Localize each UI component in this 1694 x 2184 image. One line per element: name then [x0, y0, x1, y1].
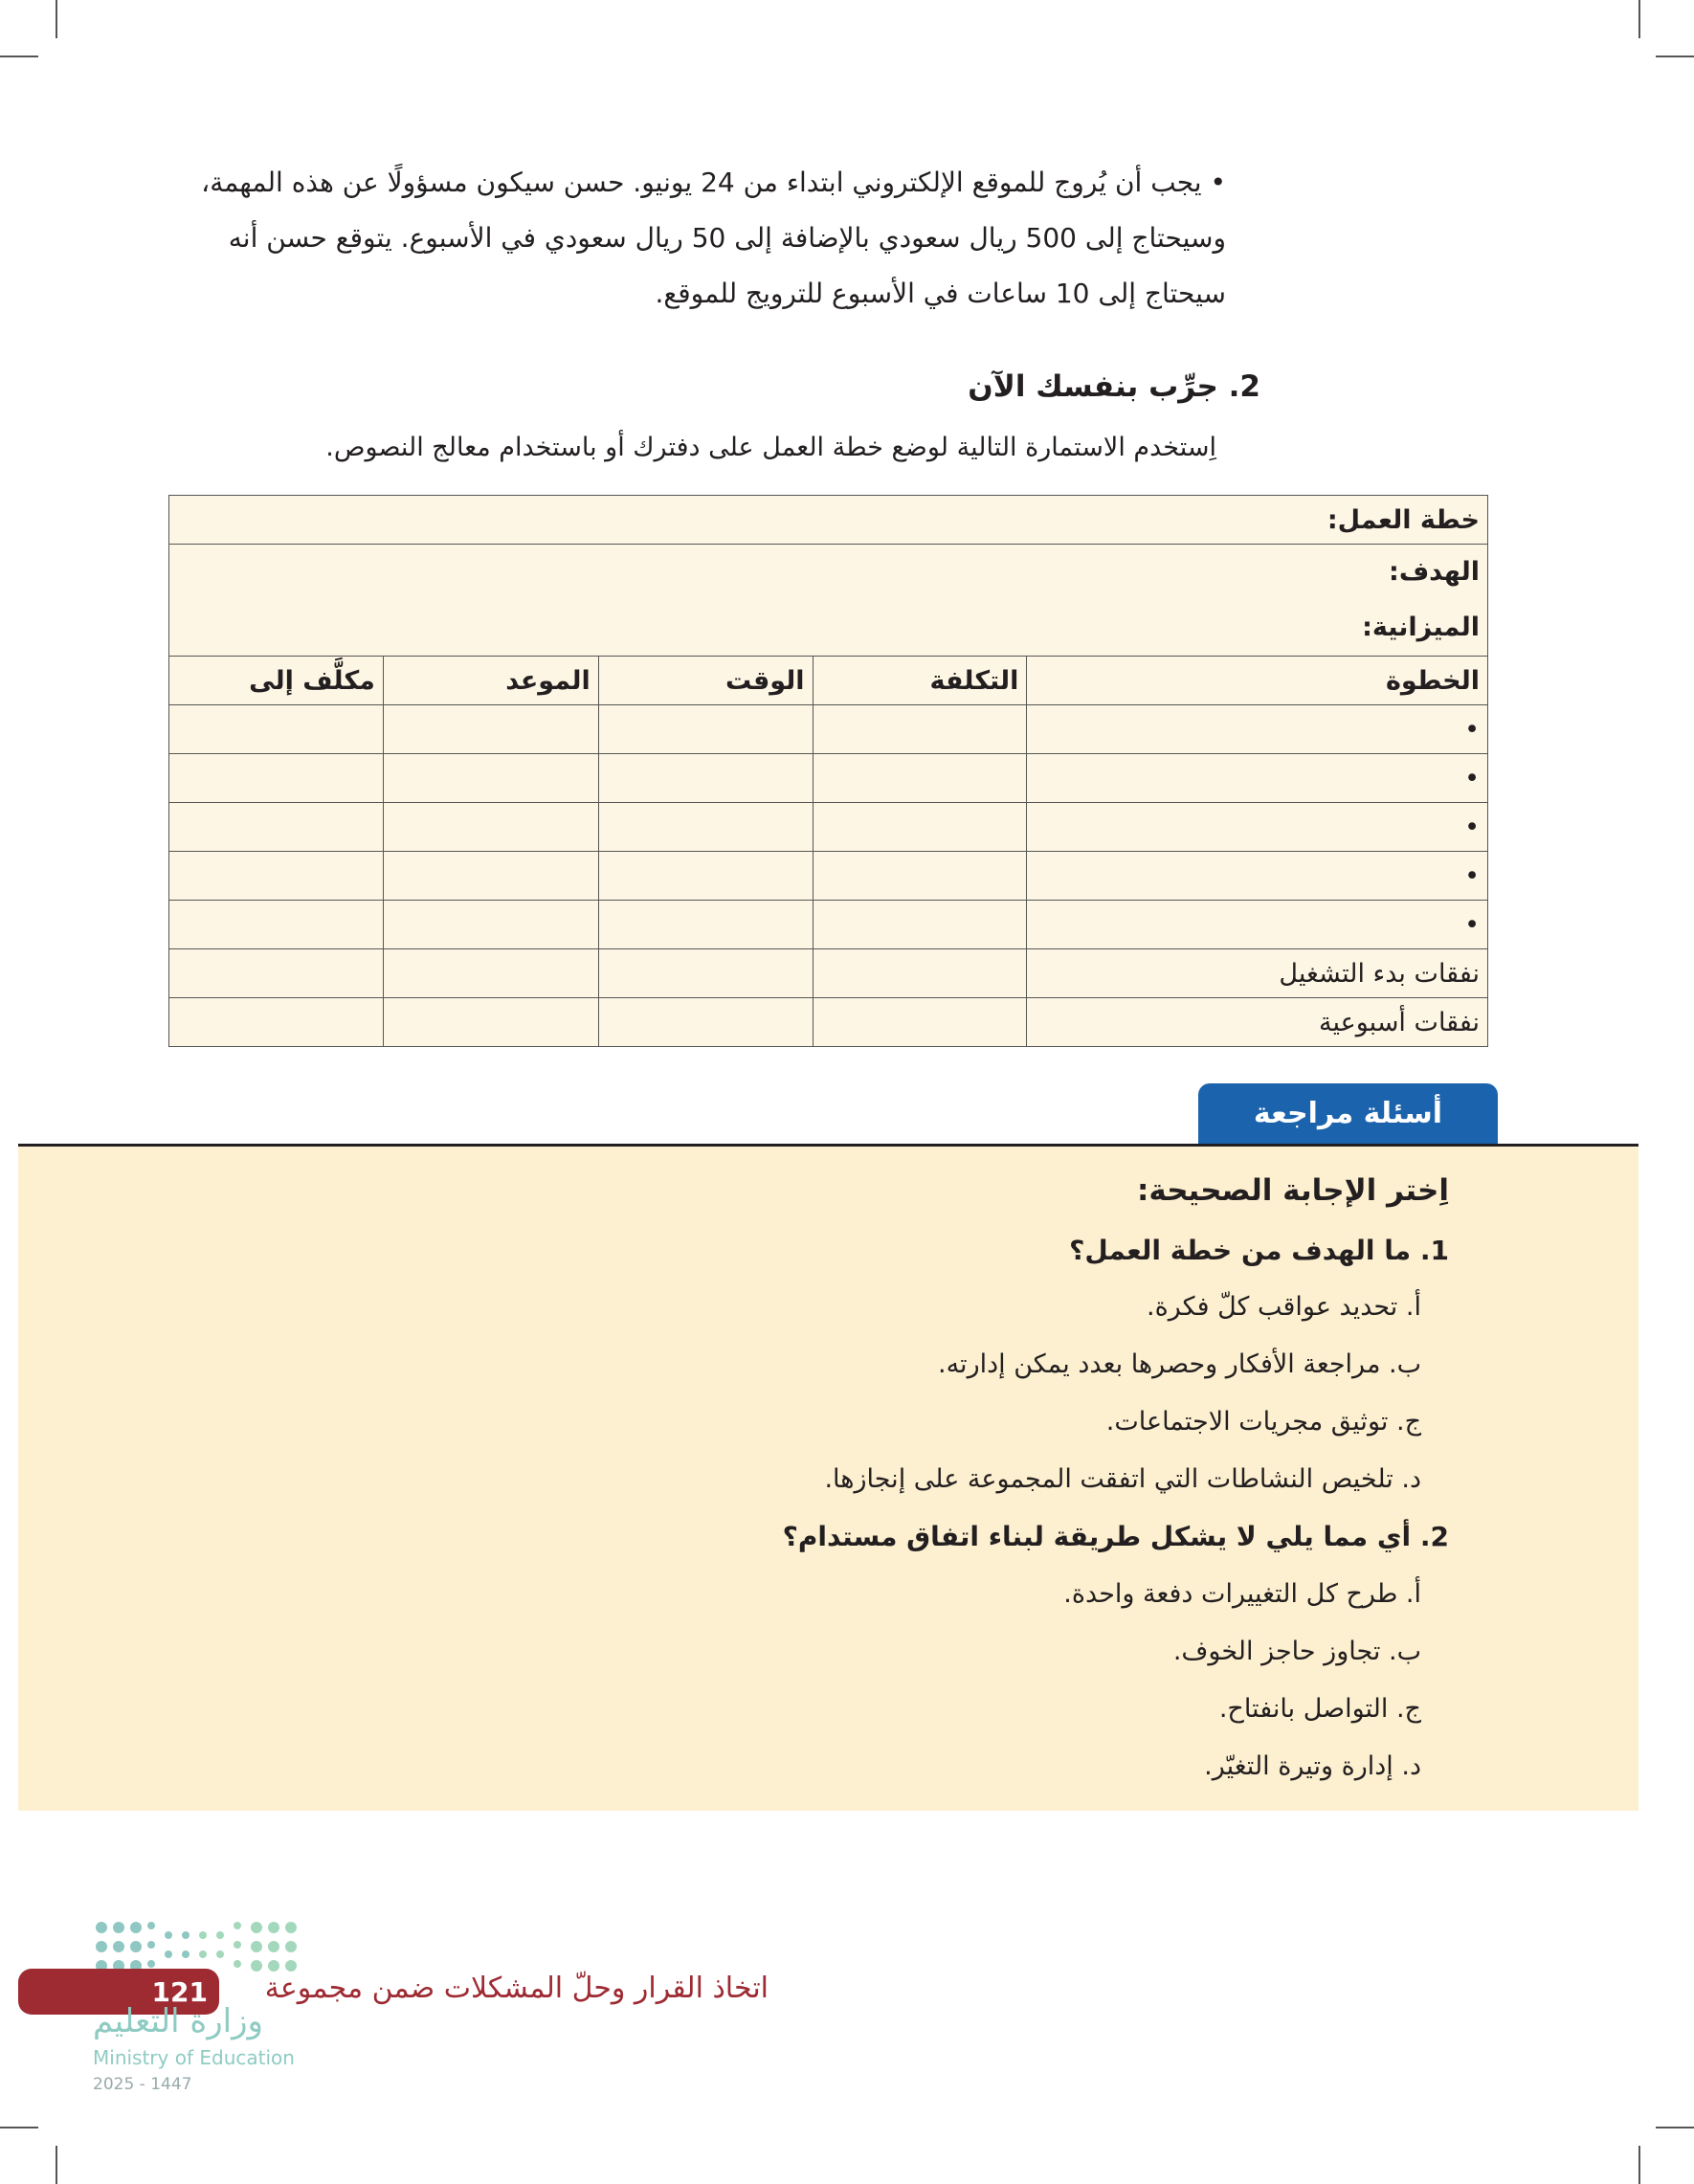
table-row — [169, 901, 1488, 949]
empty-cell — [169, 803, 384, 852]
empty-cell — [598, 949, 813, 998]
table-row — [169, 705, 1488, 754]
logo-dot — [165, 1931, 172, 1939]
empty-cell — [598, 754, 813, 803]
empty-cell — [169, 901, 384, 949]
chapter-title: اتخاذ القرار وحلّ المشكلات ضمن مجموعة — [264, 1972, 769, 2005]
logo-dot — [285, 1960, 297, 1972]
logo-dot — [96, 1922, 107, 1933]
col-time: الوقت — [598, 657, 813, 705]
empty-cell — [169, 754, 384, 803]
empty-cell — [383, 949, 598, 998]
q1-option-c: ج. توثيق مجريات الاجتماعات. — [1105, 1407, 1421, 1437]
crop-mark — [0, 56, 38, 57]
step-cell: • — [1027, 901, 1488, 949]
empty-cell — [169, 998, 384, 1047]
q2-option-b: ب. تجاوز حاجز الخوف. — [1172, 1637, 1421, 1666]
logo-dot — [130, 1922, 142, 1933]
logo-dot — [268, 1960, 279, 1972]
logo-dot — [113, 1922, 124, 1933]
logo-dot — [268, 1922, 279, 1933]
empty-cell — [598, 998, 813, 1047]
question-1: 1. ما الهدف من خطة العمل؟ — [1069, 1235, 1449, 1266]
logo-dot — [199, 1950, 207, 1958]
logo-dot — [147, 1922, 155, 1929]
step-cell: • — [1027, 852, 1488, 901]
empty-cell — [169, 705, 384, 754]
table-row — [169, 803, 1488, 852]
logo-dot — [182, 1950, 189, 1958]
logo-dot — [234, 1941, 241, 1949]
table-row — [169, 754, 1488, 803]
logo-dot — [234, 1960, 241, 1968]
logo-dot — [199, 1931, 207, 1939]
col-cost: التكلفة — [813, 657, 1027, 705]
logo-dot — [130, 1941, 142, 1952]
plan-label: خطة العمل: — [169, 496, 1488, 545]
step-cell: • — [1027, 754, 1488, 803]
empty-cell — [598, 803, 813, 852]
review-heading: اِختر الإجابة الصحيحة: — [1137, 1173, 1449, 1208]
col-date: الموعد — [383, 657, 598, 705]
crop-mark — [1656, 56, 1694, 57]
empty-cell — [383, 705, 598, 754]
crop-mark — [56, 0, 57, 38]
empty-cell — [813, 998, 1027, 1047]
logo-dot — [147, 1941, 155, 1949]
step-cell: • — [1027, 705, 1488, 754]
crop-mark — [1656, 2127, 1694, 2128]
logo-dot — [251, 1922, 262, 1933]
logo-dot — [96, 1941, 107, 1952]
empty-cell — [813, 949, 1027, 998]
q2-option-d: د. إدارة وتيرة التغيّر. — [1204, 1751, 1421, 1781]
logo-dot — [216, 1950, 224, 1958]
logo-dot — [113, 1941, 124, 1952]
col-step: الخطوة — [1027, 657, 1488, 705]
logo-english: Ministry of Education — [93, 2046, 295, 2069]
q1-option-b: ب. مراجعة الأفكار وحصرها بعدد يمكن إدارته. — [938, 1349, 1421, 1379]
q2-option-c: ج. التواصل بانفتاح. — [1218, 1694, 1421, 1724]
table-row — [169, 852, 1488, 901]
page-number: 121 — [18, 1969, 219, 2015]
step-cell: • — [1027, 803, 1488, 852]
header-row — [169, 657, 1488, 705]
empty-cell — [383, 852, 598, 901]
crop-mark — [1638, 2146, 1640, 2184]
q1-option-a: أ. تحديد عواقب كلّ فكرة. — [1147, 1292, 1421, 1322]
crop-mark — [0, 2127, 38, 2128]
empty-cell — [813, 754, 1027, 803]
logo-dot — [285, 1941, 297, 1952]
step-cell: نفقات بدء التشغيل — [1027, 949, 1488, 998]
empty-cell — [383, 803, 598, 852]
empty-cell — [598, 705, 813, 754]
empty-cell — [813, 705, 1027, 754]
instruction-text: اِستخدم الاستمارة التالية لوضع خطة العمل على دفترك أو باستخدام معالج النصوص. — [325, 433, 1216, 462]
crop-mark — [56, 2146, 57, 2184]
question-2: 2. أي مما يلي لا يشكل طريقة لبناء اتفاق مستدام؟ — [782, 1521, 1449, 1552]
logo-dot — [251, 1941, 262, 1952]
empty-cell — [383, 754, 598, 803]
empty-cell — [598, 852, 813, 901]
logo-dot — [268, 1941, 279, 1952]
logo-year: 2025 - 1447 — [93, 2075, 192, 2094]
col-assigned: مكلَّف إلى — [169, 657, 384, 705]
empty-cell — [813, 803, 1027, 852]
goal-budget-cell — [169, 545, 1488, 657]
budget-label: الميزانية: — [1362, 613, 1480, 642]
logo-dot — [216, 1931, 224, 1939]
section-title: 2. جرِّب بنفسك الآن — [968, 369, 1260, 404]
logo-dot — [165, 1950, 172, 1958]
empty-cell — [598, 901, 813, 949]
goal-label: الهدف: — [1389, 557, 1480, 587]
intro-paragraph: • يجب أن يُروج للموقع الإلكتروني ابتداء من 24 يونيو. حسن سيكون مسؤولًا عن هذه المهمة، وسيحتاج إلى 500 ريال سعودي بالإضافة إلى 50 ريال سعودي في الأسبوع. يتوقع حسن أنه سيحتاج إلى 10 ساعات في الأسبوع للترويج للموقع. — [201, 167, 1226, 309]
table-row — [169, 949, 1488, 998]
logo-dot — [147, 1960, 155, 1968]
action-plan-form — [168, 495, 1488, 1047]
review-tab: أسئلة مراجعة — [1198, 1083, 1498, 1144]
step-cell: نفقات أسبوعية — [1027, 998, 1488, 1047]
empty-cell — [813, 901, 1027, 949]
logo-arabic: وزارة التعليم — [93, 2002, 263, 2040]
empty-cell — [813, 852, 1027, 901]
logo-dot — [285, 1922, 297, 1933]
table-row — [169, 998, 1488, 1047]
q2-option-a: أ. طرح كل التغييرات دفعة واحدة. — [1063, 1579, 1421, 1609]
q1-option-d: د. تلخيص النشاطات التي اتفقت المجموعة على إنجازها. — [824, 1464, 1421, 1494]
logo-dot — [234, 1922, 241, 1929]
empty-cell — [169, 949, 384, 998]
crop-mark — [1638, 0, 1640, 38]
empty-cell — [169, 852, 384, 901]
empty-cell — [383, 998, 598, 1047]
empty-cell — [383, 901, 598, 949]
logo-dot — [182, 1931, 189, 1939]
logo-dot — [251, 1960, 262, 1972]
